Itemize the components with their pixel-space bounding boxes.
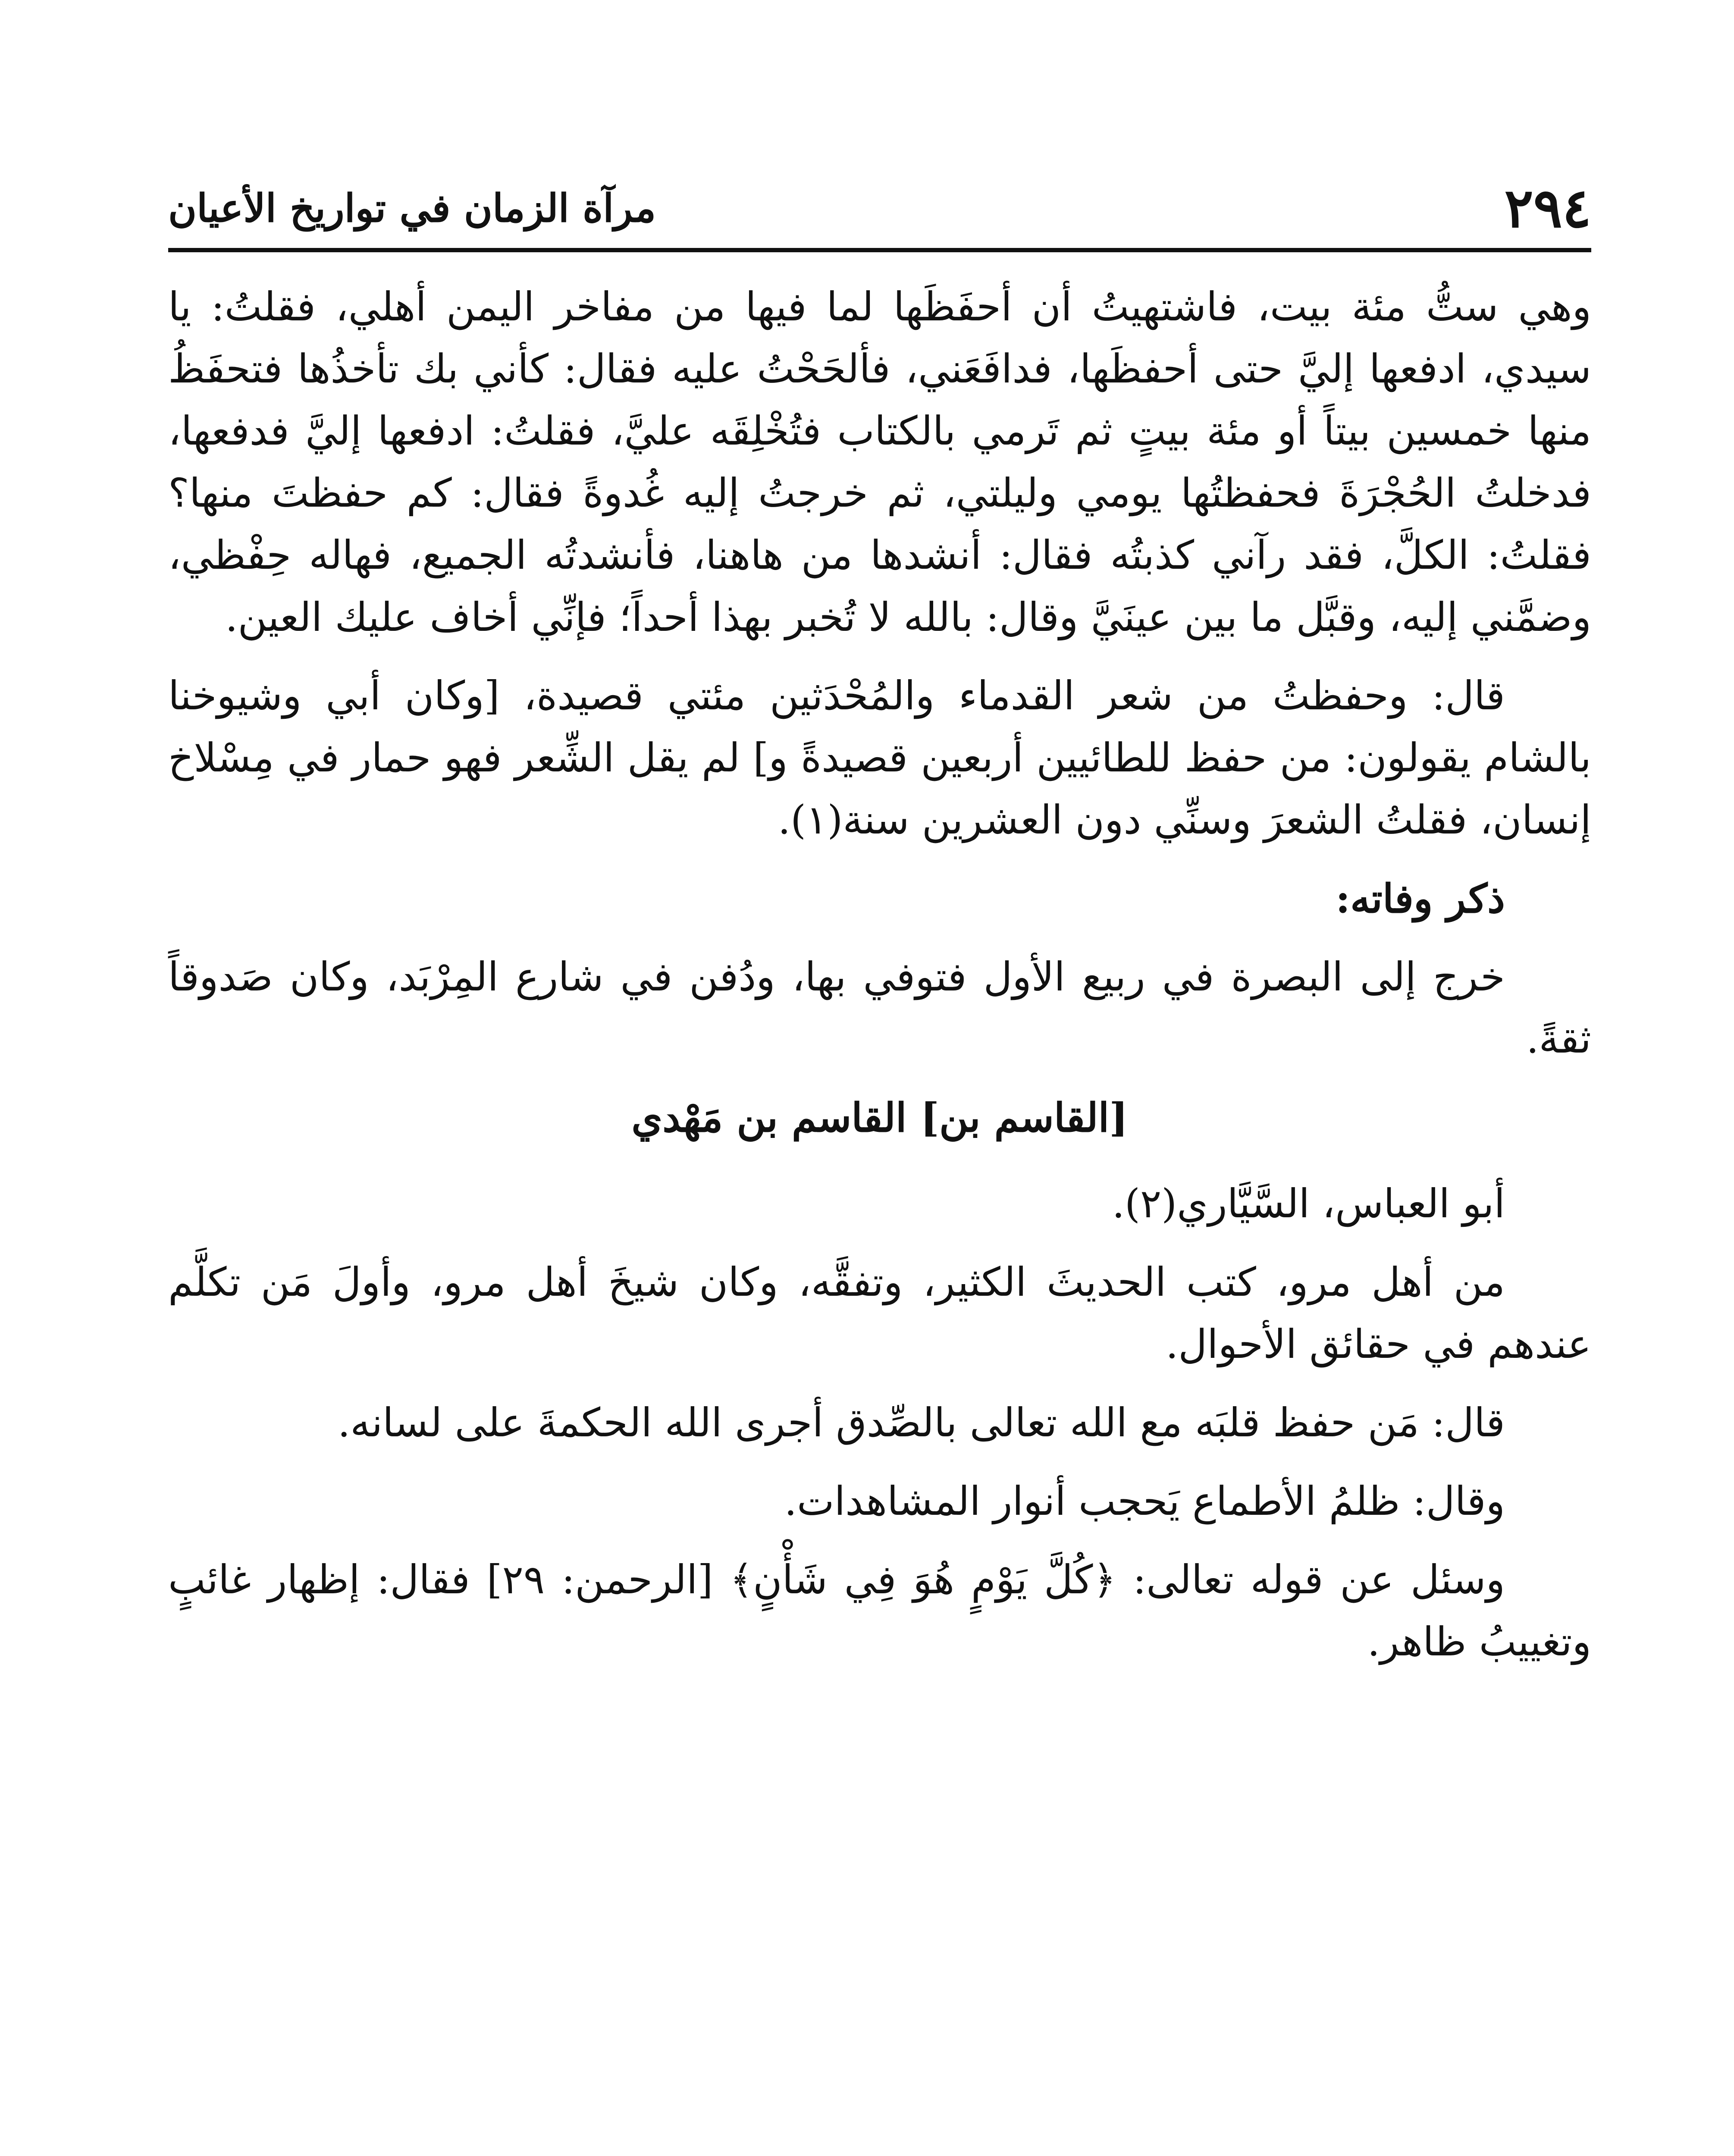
paragraph-memorization: قال: وحفظتُ من شعر القدماء والمُحْدَثين مئتي قصيدة، [وكان أبي وشيوخنا بالشام يقولون: من حفظ للطائيين أربعين قصيدةً و] لم يقل الشِّعر فهو حمار في مِسْلاخ إنسان، فقلتُ الشعرَ وسنِّي دون العشرين سنة(١). xyxy=(168,673,1591,843)
biography-title: [القاسم بن] القاسم بن مَهْدي xyxy=(631,1094,1128,1141)
header-rule xyxy=(168,248,1591,252)
saying-paragraph: وسئل عن قوله تعالى: ﴿كُلَّ يَوْمٍ هُوَ فِي شَأْنٍ﴾ [الرحمن: ٢٩] فقال: إظهار غائبٍ وتغييبُ ظاهر. xyxy=(168,1557,1591,1665)
page-header xyxy=(168,172,1591,240)
saying-paragraph: وقال: ظلمُ الأطماع يَحجب أنوار المشاهدات. xyxy=(784,1478,1505,1524)
biography-paragraph: من أهل مرو، كتب الحديثَ الكثير، وتفقَّه، وكان شيخَ أهل مرو، وأولَ مَن تكلَّم عندهم في حقائق الأحوال. xyxy=(168,1259,1591,1367)
paragraph-story: وهي ستُّ مئة بيت، فاشتهيتُ أن أحفَظَها لما فيها من مفاخر اليمن أهلي، فقلتُ: يا سيدي، ادفعها إليَّ حتى أحفظَها، فدافَعَني، فألحَحْتُ عليه فقال: كأني بك تأخذُها فتحفَظُ منها خمسين بيتاً أو مئة بيتٍ ثم تَرمي بالكتاب فتُخْلِقَه عليَّ، فقلتُ: ادفعها إليَّ فدفعها، فدخلتُ الحُجْرَةَ فحفظتُها يومي وليلتي، ثم خرجتُ إليه غُدوةً فقال: كم حفظتَ منها؟ فقلتُ: الكلَّ، فقد رآني كذبتُه فقال: أنشدها من هاهنا، فأنشدتُه الجميع، فهاله حِفْظي، وضمَّني إليه، وقبَّل ما بين عينَيَّ وقال: بالله لا تُخبر بهذا أحداً؛ فإنِّي أخاف عليك العين. xyxy=(168,284,1591,640)
death-heading: ذكر وفاته: xyxy=(1336,875,1505,922)
page-number: ٢٩٤ xyxy=(1504,177,1591,240)
running-title: مرآة الزمان في تواريخ الأعيان xyxy=(168,185,656,231)
saying-paragraph: قال: مَن حفظ قلبَه مع الله تعالى بالصِّدق أجرى الله الحكمةَ على لسانه. xyxy=(337,1400,1505,1446)
death-paragraph: خرج إلى البصرة في ربيع الأول فتوفي بها، ودُفن في شارع المِرْبَد، وكان صَدوقاً ثقةً. xyxy=(168,954,1591,1062)
main-text xyxy=(168,276,1591,1689)
kunya-line: أبو العباس، السَّيَّاري(٢). xyxy=(1112,1181,1505,1227)
